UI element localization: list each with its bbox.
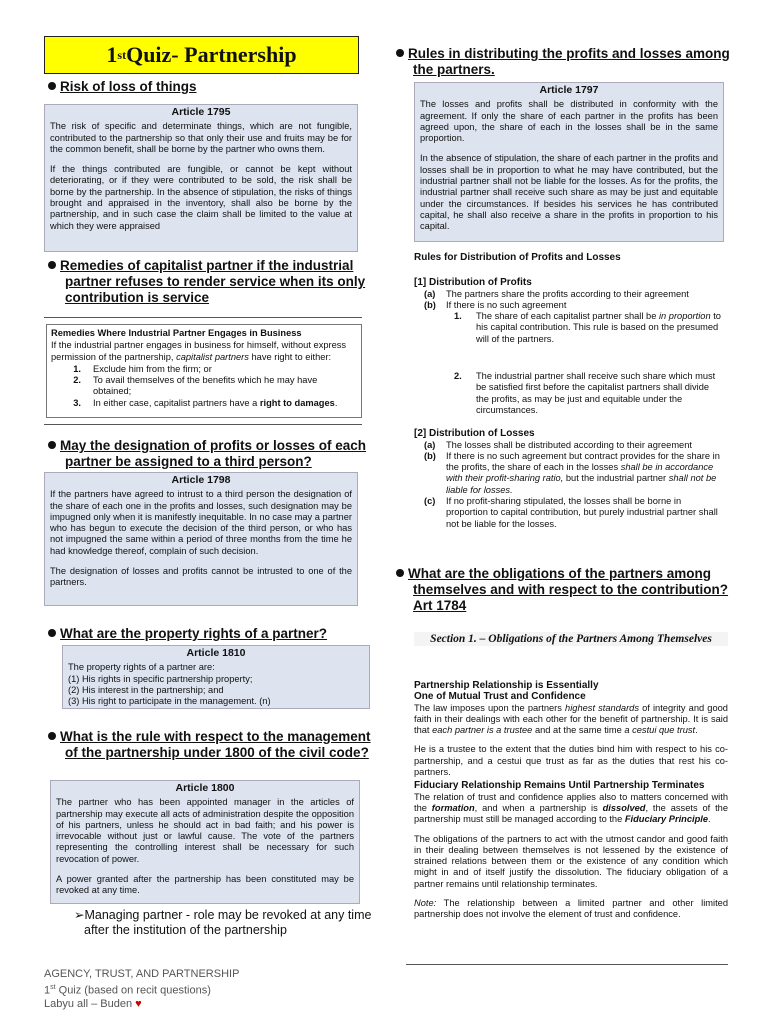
list-item: 2. To avail themselves of the benefits which he may have obtained; <box>73 375 318 397</box>
bullet-icon <box>48 261 56 269</box>
question-risk-of-loss: Risk of loss of things <box>48 79 197 95</box>
managing-partner-note: ➢Managing partner - role may be revoked at any time after the institution of the partnership <box>74 908 372 937</box>
divider <box>44 317 362 318</box>
remedies-box: Remedies Where Industrial Partner Engages in Business If the industrial partner engages in business for himself, without express permission of the partnership, capitalist partners have right to either: 1. Exclude him from the firm; or 2. To avail themselves of the benefits which he may have obtained; 3. In either case, capitalist partners have a right to damages. <box>46 324 362 418</box>
question-designation: May the designation of profits or losses of each partner be assigned to a third person? <box>48 438 383 470</box>
remedies-list <box>51 364 357 409</box>
section-heading: Section 1. – Obligations of the Partners Among Themselves <box>414 632 728 646</box>
bullet-icon <box>396 569 404 577</box>
heart-icon: ♥ <box>135 997 142 1010</box>
question-property-rights: What are the property rights of a partner? <box>48 626 327 642</box>
list-item: 3. In either case, capitalist partners have a right to damages. <box>73 397 338 408</box>
question-obligations: What are the obligations of the partners among themselves and with respect to the contribution? Art 1784 <box>396 566 743 614</box>
arrow-right-icon: ➢ <box>74 908 85 922</box>
bullet-icon <box>48 441 56 449</box>
question-remedies: Remedies of capitalist partner if the industrial partner refuses to render service when its only contribution is service <box>48 258 383 306</box>
bullet-icon <box>48 82 56 90</box>
list-item: 1. Exclude him from the firm; or <box>73 363 212 374</box>
page-title: 1 st Quiz- Partnership <box>44 36 359 74</box>
footer: AGENCY, TRUST, AND PARTNERSHIP 1st Quiz (based on recit questions) Labyu all – Buden ♥ <box>44 968 240 1010</box>
bullet-icon <box>48 732 56 740</box>
article-1797-box: Article 1797 The losses and profits shall be distributed in conformity with the agreement. If only the share of each partner in the profits has been agreed upon, the share of each in the losses shall be in the same proportion. In the absence of stipulation, the share of each partner in the profits and losses shall be in proportion to what he may have contributed, but the industrial partner shall not be liable for the losses. As for the profits, the industrial partner shall receive such share as may be just and equitable under the circumstances. If besides his services he has contributed capital, he shall also receive a share in the profits in proportion to his capital. <box>414 82 724 242</box>
bullet-icon <box>48 629 56 637</box>
question-distribution-rules: Rules in distributing the profits and losses among the partners. <box>396 46 733 78</box>
article-1798-box: Article 1798 If the partners have agreed to intrust to a third person the designation of the share of each one in the profits and losses, such designation may be impugned only when it is manifestly inequitable. In no case may a partner who has begun to execute the decision of the third person, or who has not impugned the same within a period of three months from the time he had knowledge thereof, complain of such decision. The designation of losses and profits cannot be intrusted to one of the partners. <box>44 472 358 606</box>
bullet-icon <box>396 49 404 57</box>
article-1795-box: Article 1795 The risk of specific and determinate things, which are not fungible, contributed to the partnership so that only their use and fruits may be for the common benefit, shall be borne by the partner who owns them. If the things contributed are fungible, or cannot be kept without deteriorating, or if they were contributed to be sold, the risk shall be borne by the partnership. In the absence of stipulation, the risks of things brought and appraised in the inventory, shall also be borne by the partnership, and in such case the claim shall be limited to the value at which they were appraised <box>44 104 358 252</box>
distribution-rules: Rules for Distribution of Profits and Losses [1] Distribution of Profits (a) The partners share the profits according to their agreement (b) If there is no such agreement 1. The share of each capitalist partner shall be in proportion to his capital contribution. This rule is based on the presumed will of the partners. 2. The industrial partner shall receive such share which must be satisfied first before the capitalist partners shall divide the profits, as may be just and equitable under the circumstances. [2] Distribution of Losses (a) The losses shall be distributed according to their agreement (b) If there is no such agreement but contract provides for the share in the profits, the share of each in the losses shall be in accordance with their profit-sharing ratio, but the industrial partner shall not be liable for losses. (c) If no profit-sharing stipulated, the losses shall be borne in proportion to capital contribution, but purely industrial partner shall not be liable for the losses. <box>414 252 721 529</box>
article-1800-box: Article 1800 The partner who has been appointed manager in the articles of partnership may execute all acts of administration despite the opposition of his partners, unless he should act in bad faith; and his power is irrevocable without just or lawful cause. The vote of the partners representing the controlling interest shall be necessary for such revocation of power. A power granted after the partnership has been constituted may be revoked at any time. <box>50 780 360 904</box>
divider <box>44 424 362 425</box>
obligations-text: Partnership Relationship is Essentially One of Mutual Trust and Confidence The law imposes upon the partners highest standards of integrity and good faith in their dealings with each other for the benefit of partnership. It is said that each partner is a trustee and at the same time a cestui que trust. He is a trustee to the extent that the duties bind him with respect to his co-partnership, and a cestui que trust as far as the duties that rest his co-partners. Fiduciary Relationship Remains Until Partnership Terminates The relation of trust and confidence applies also to matters concerned with the formation, and when a partnership is dissolved, the assets of the partnership must still be managed according to the Fiduciary Principle. The obligations of the partners to act with the utmost candor and good faith in their dealing between themselves is not lessened by the existence of strained relations between them or the existence of any condition which might in and of itself justify the dissolution. The fiduciary obligation of a partner remains until relationship terminates. Note: The relationship between a limited partner and other limited partnership does not involve the element of trust and confidence. <box>414 680 729 920</box>
divider <box>406 964 728 965</box>
article-1810-box: Article 1810 The property rights of a partner are: (1) His rights in specific partnership property; (2) His interest in the partnership; and (3) His right to participate in the management. (n) <box>62 645 370 709</box>
question-management: What is the rule with respect to the management of the partnership under 1800 of the civil code? <box>48 729 383 761</box>
